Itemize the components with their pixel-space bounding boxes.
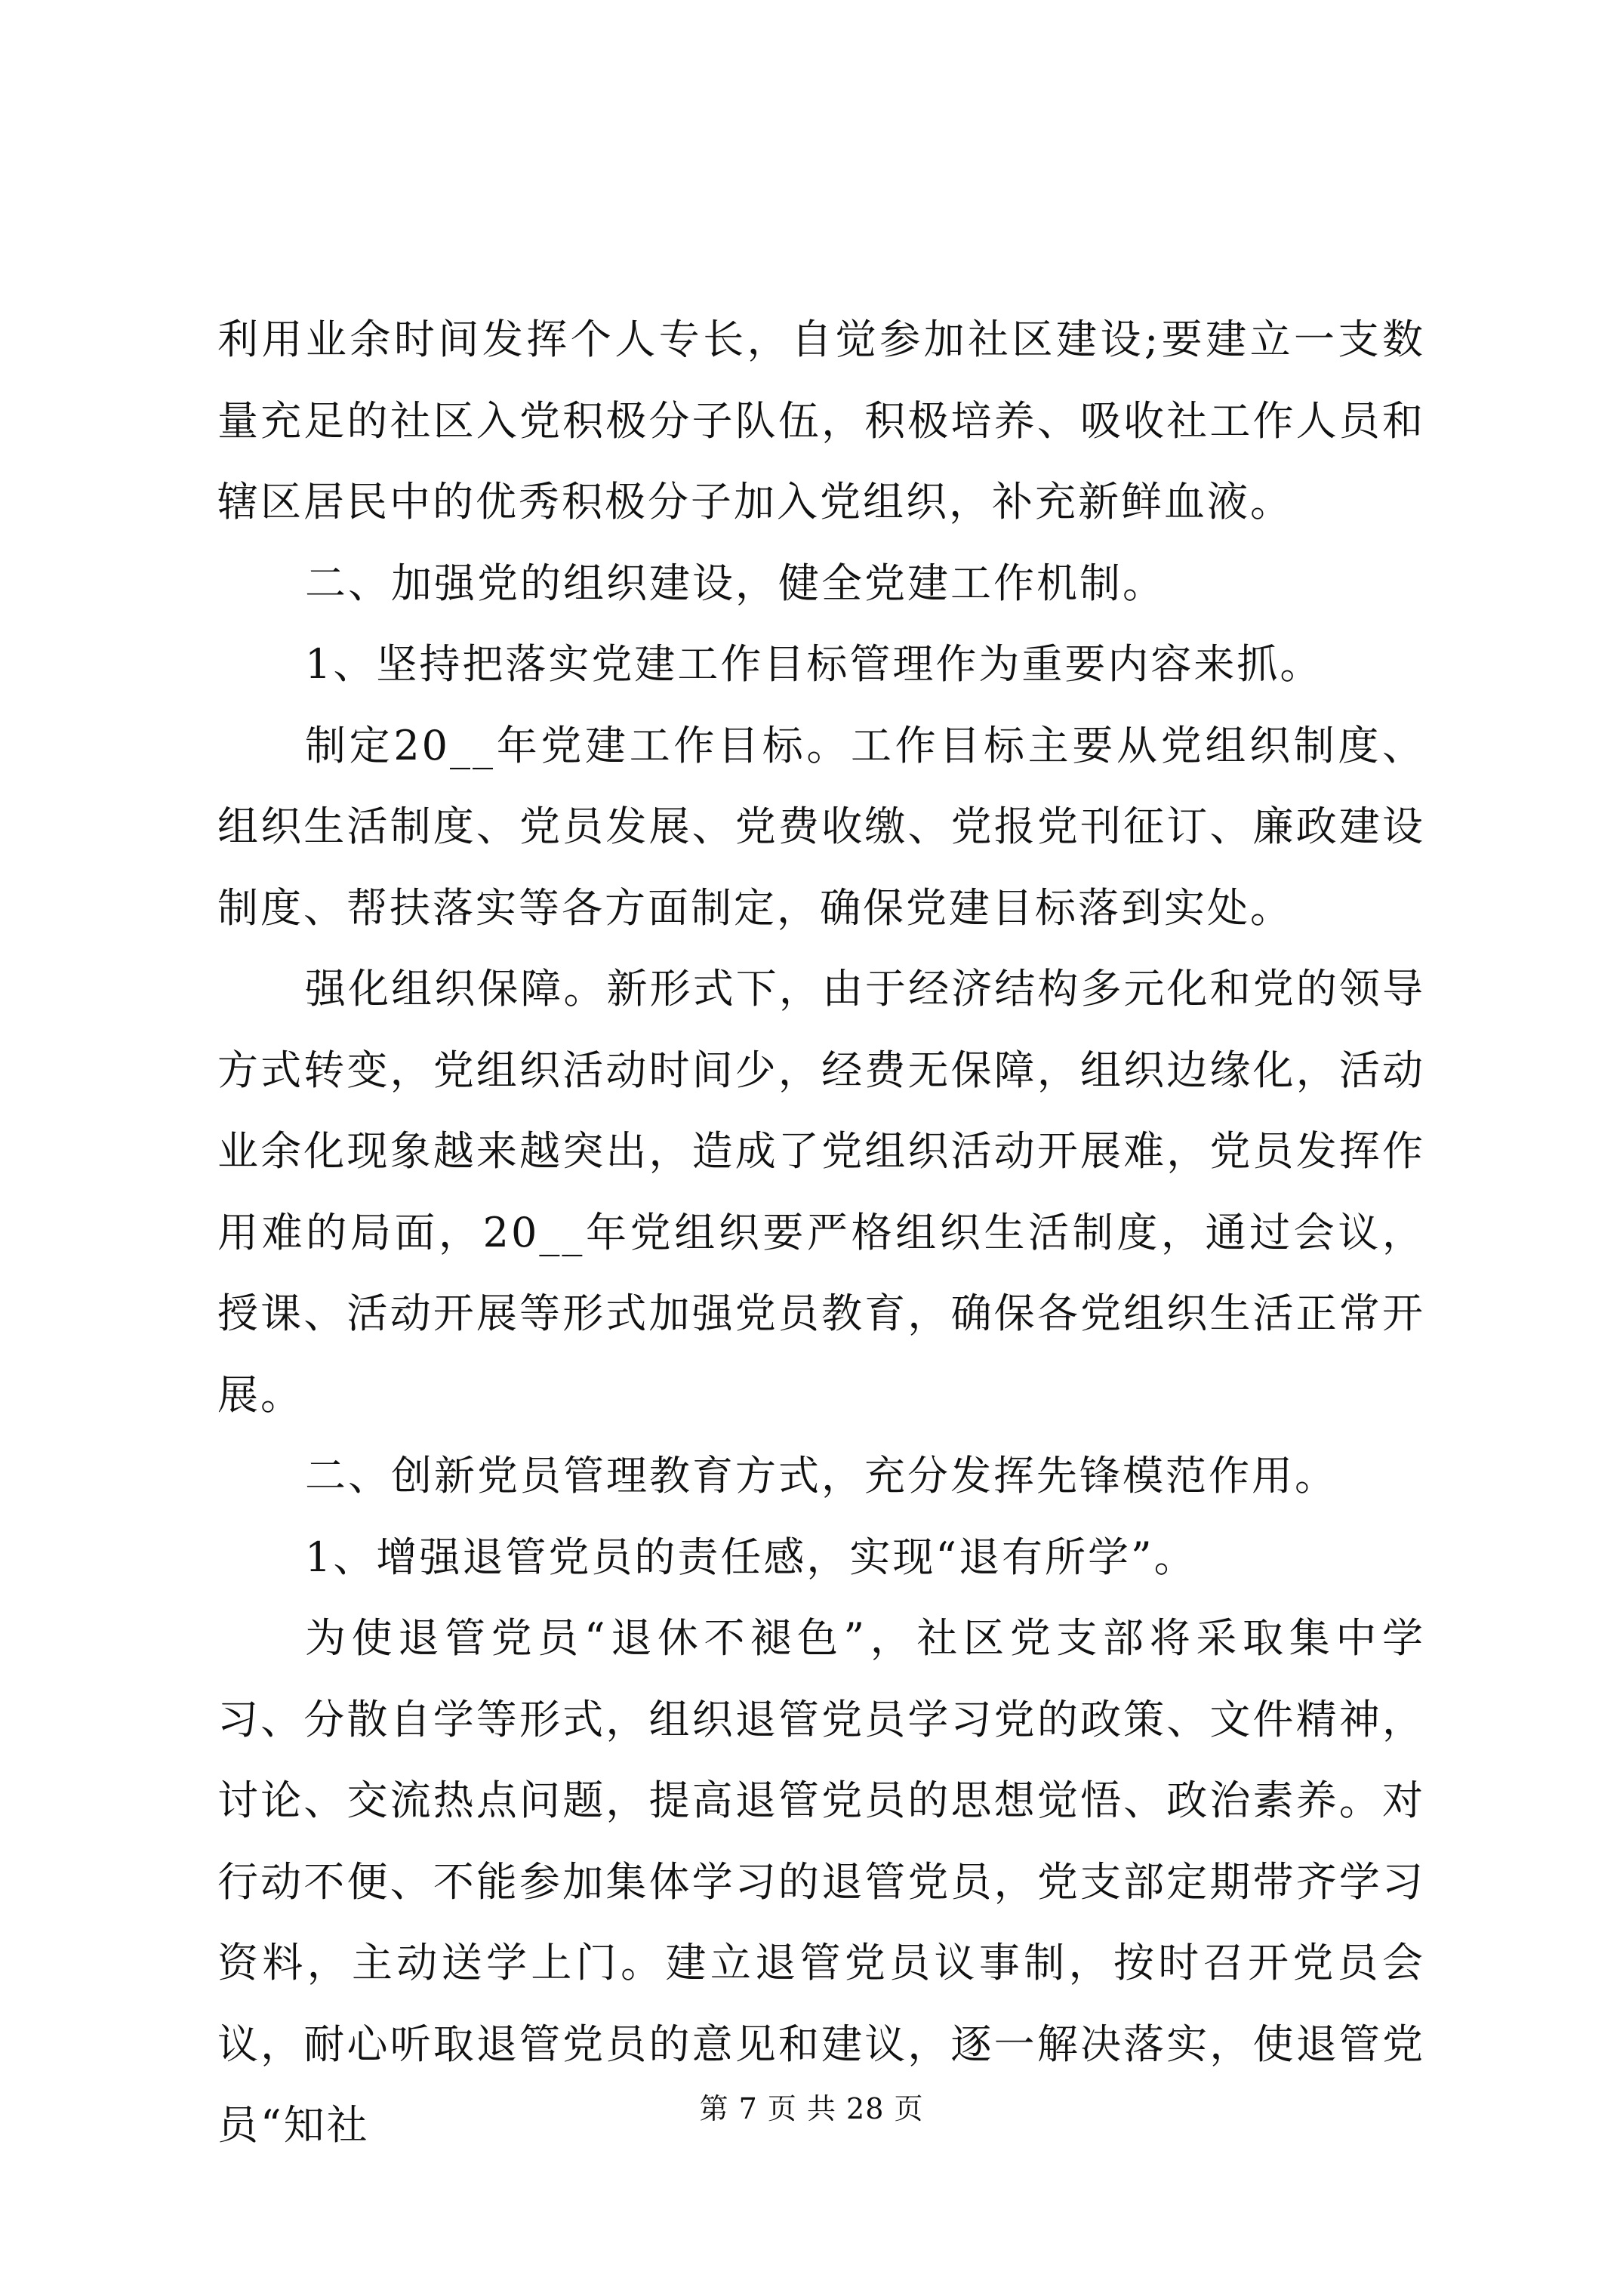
paragraph: [217, 299, 1425, 543]
page-number-footer: 第 7 页 共 28 页: [699, 2092, 924, 2125]
text-line: 为使退管党员“退休不褪色”，社区党支部将采取集中学习、: [217, 1614, 1425, 1743]
text-line: 辖区居民中的优秀积极分子加入党组织，补充新鲜血液。: [217, 478, 1293, 525]
subsection-heading: [217, 1517, 1425, 1598]
text-line: 主动送学上门。建立退管党员议事制，按时召开党员会议，耐心: [217, 1939, 1426, 2068]
text-line: 听取退管党员的意见和建议，逐一解决落实，使退管党员“知社: [217, 2020, 1425, 2149]
paragraph: [217, 948, 1425, 1435]
paragraph: [217, 705, 1425, 949]
text-line: 分散自学等形式，组织退管党员学习党的政策、文件精神，讨论、: [217, 1695, 1425, 1824]
text-line: 交流热点问题，提高退管党员的思想觉悟、政治素养。对行动不: [217, 1777, 1426, 1906]
text-line: 制定20__年党建工作目标。工作目标主要从党组织制度、: [305, 721, 1425, 769]
text-line: 1、增强退管党员的责任感，实现“退有所学”。: [305, 1533, 1197, 1581]
text-line: 利用业余时间发挥个人专长，自觉参加社区建设;要建立一支数: [217, 316, 1425, 363]
subsection-heading: [217, 624, 1425, 705]
text-line: 制度、帮扶落实等各方面制定，确保党建目标落到实处。: [217, 883, 1293, 932]
document-body: [217, 299, 1425, 2166]
section-heading: [217, 543, 1425, 624]
text-line: 强化组织保障。新形式下，由于经济结构多元化和党的领导: [305, 965, 1425, 1012]
text-line: 便、不能参加集体学习的退管党员，党支部定期带齐学习资料，: [217, 1857, 1426, 1986]
text-line: 1、坚持把落实党建工作目标管理作为重要内容来抓。: [305, 640, 1323, 688]
paragraph: [217, 1598, 1425, 2166]
text-line: 方式转变，党组织活动时间少，经费无保障，组织边缘化，活动: [217, 1046, 1425, 1094]
text-line: 二、创新党员管理教育方式，充分发挥先锋模范作用。: [305, 1452, 1338, 1499]
section-heading: [217, 1435, 1425, 1517]
text-line: 业余化现象越来越突出，造成了党组织活动开展难，党员发挥作: [217, 1127, 1425, 1175]
text-line: 用难的局面，20__年党组织要严格组织生活制度，通过会议，授: [217, 1208, 1425, 1337]
text-line: 组织生活制度、党员发展、党费收缴、党报党刊征订、廉政建设: [217, 803, 1425, 850]
text-line: 量充足的社区入党积极分子队伍，积极培养、吸收社工作人员和: [217, 396, 1425, 445]
text-line: 课、活动开展等形式加强党员教育，确保各党组织生活正常开展。: [217, 1290, 1426, 1419]
text-line: 二、加强党的组织建设，健全党建工作机制。: [305, 559, 1166, 607]
